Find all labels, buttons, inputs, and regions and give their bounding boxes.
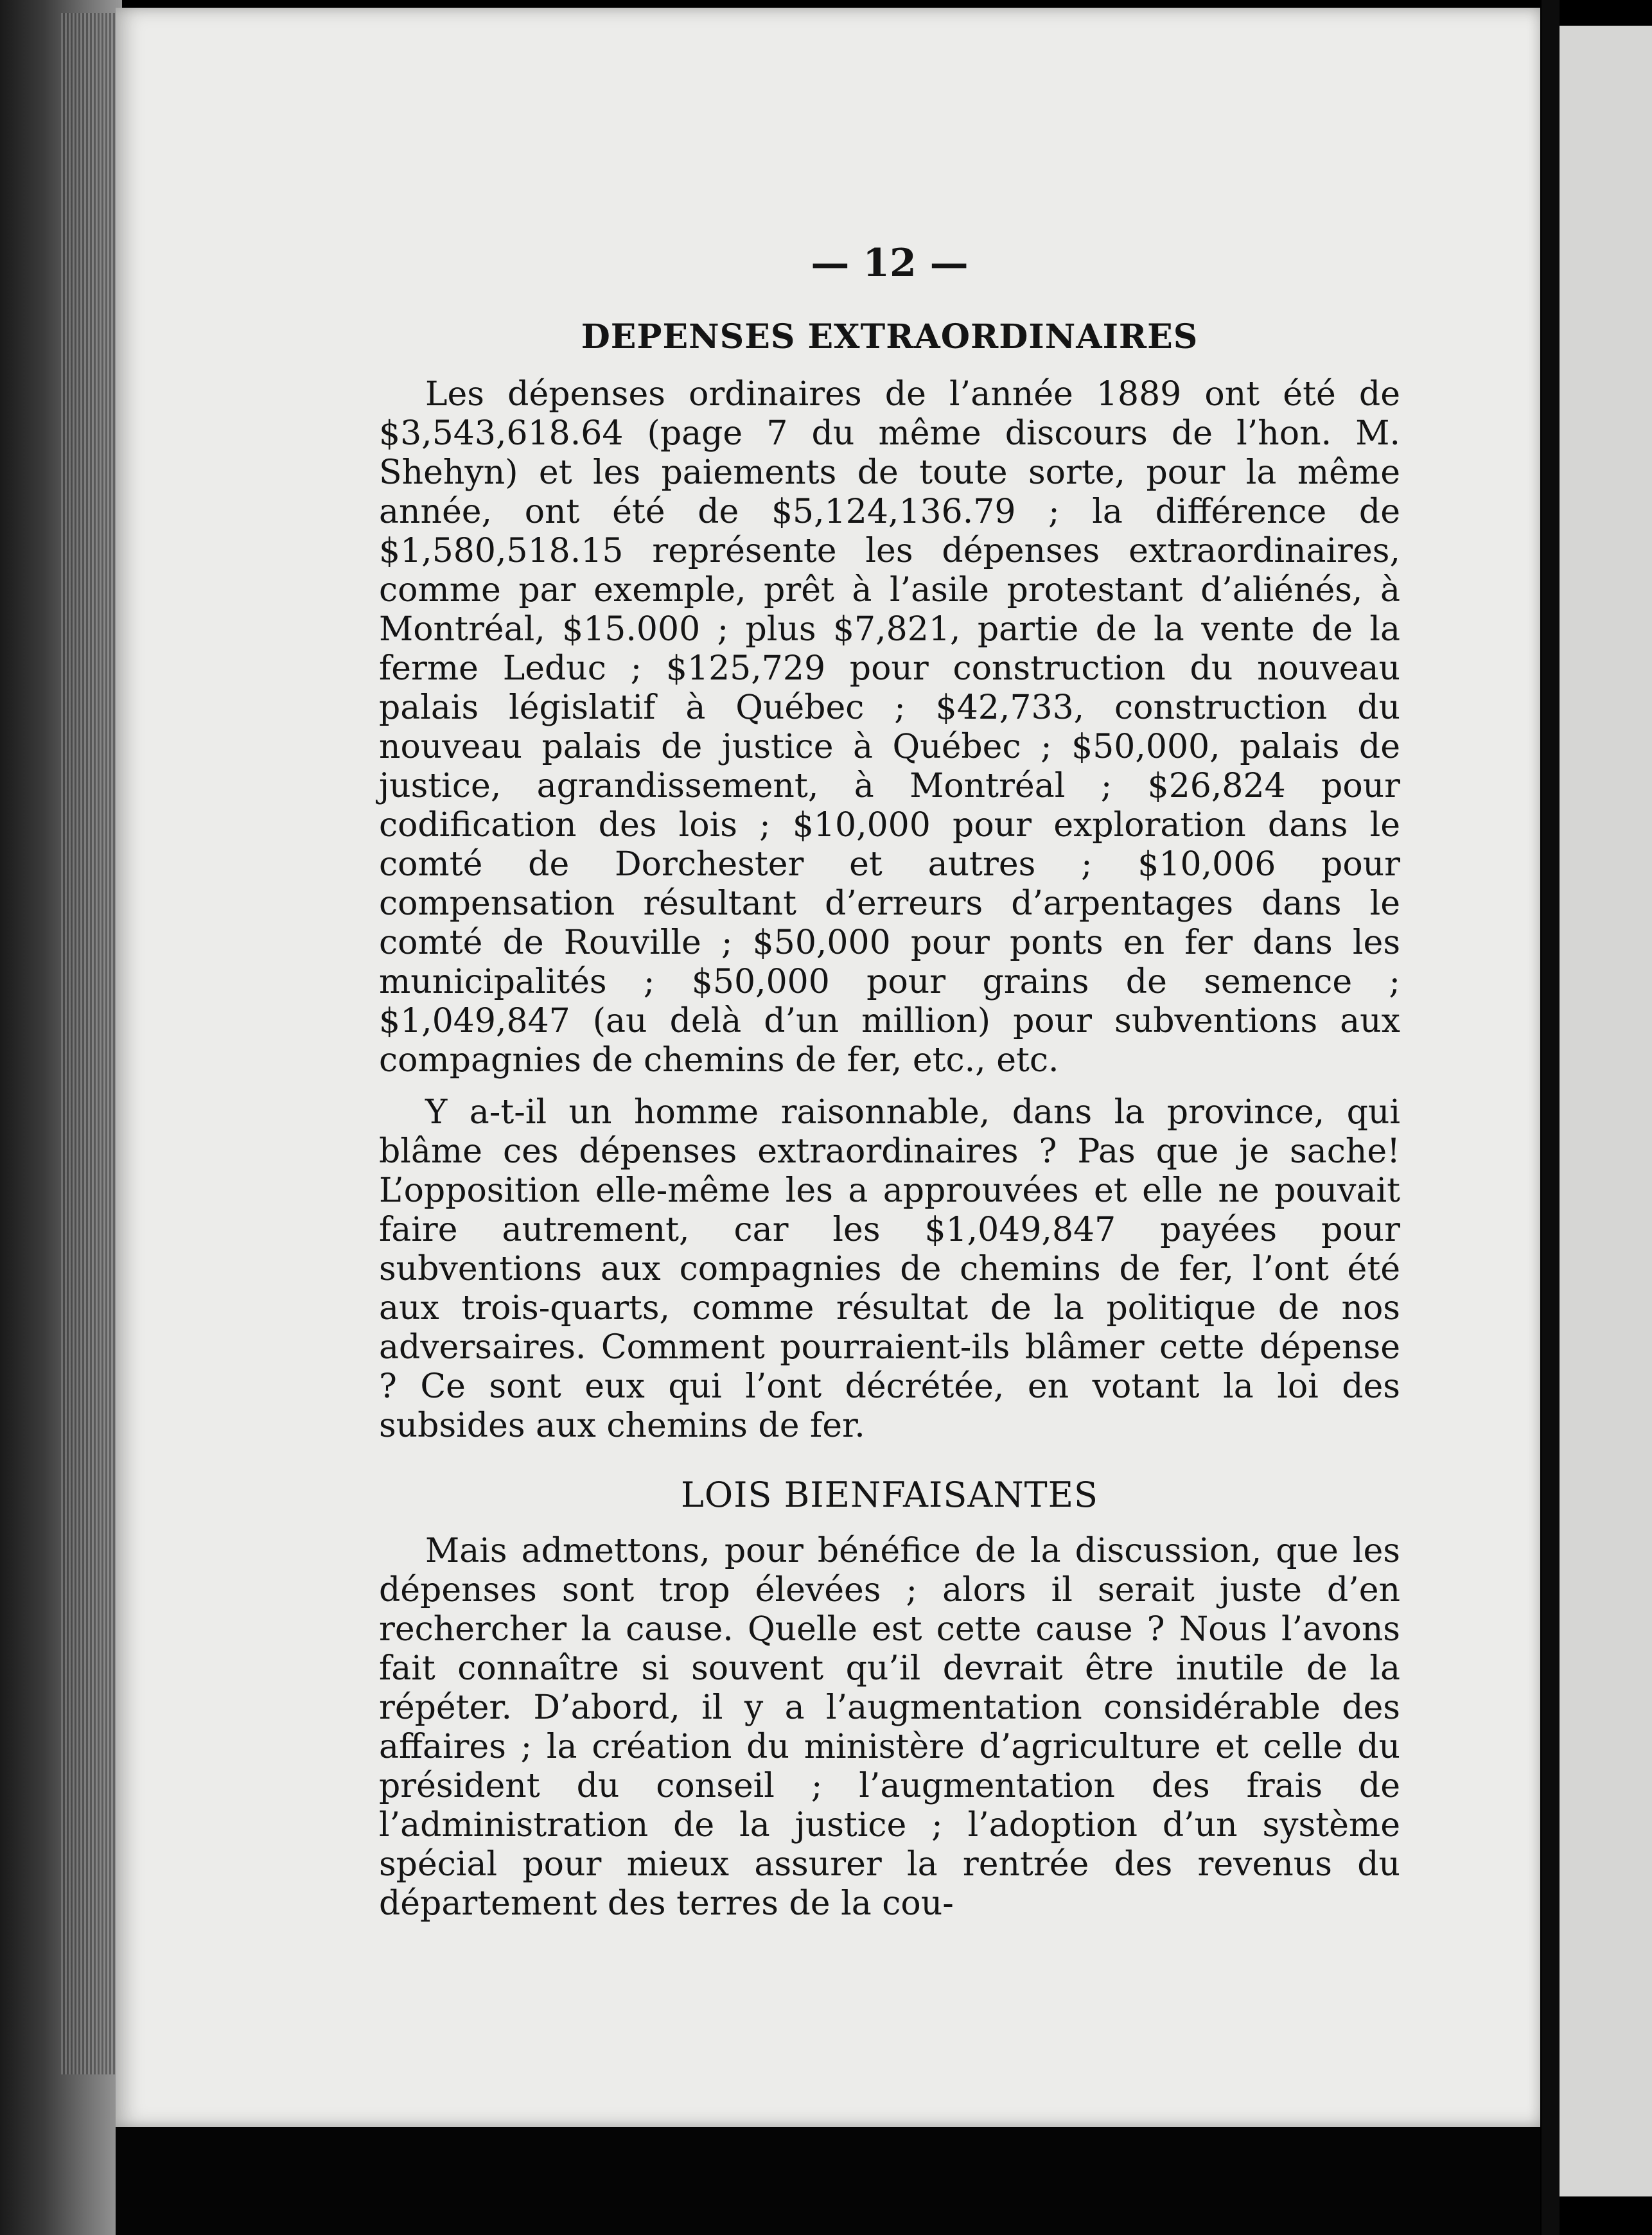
paragraph-depenses-1: Les dépenses ordinaires de l’année 1889 ont été de $3,543,618.64 (page 7 du même discours de l’hon. M. Shehyn) et les paiements de toute sorte, pour la même année, ont été de $5,124,136.79 ; la différence de $1,580,518.15 représente les dépenses extraordinaires, comme par exemple, prêt à l’asile protestant d’aliénés, à Montréal, $15.000 ; plus $7,821, partie de la vente de la ferme Leduc ; $125,729 pour construction du nouveau palais législatif à Québec ; $42,733, construction du nouveau palais de justice à Québec ; $50,000, palais de justice, agrandissement, à Montréal ; $26,824 pour codification des lois ; $10,000 pour exploration dans le comté de Dorchester et autres ; $10,006 pour compensation résultant d’erreurs d’arpentages dans le comté de Rouville ; $50,000 pour ponts en fer dans les municipalités ; $50,000 pour grains de semence ; $1,049,847 (au delà d’un million) pour subventions aux compagnies de chemins de fer, etc., etc. <box>379 375 1400 1080</box>
facing-page-edge <box>1560 26 1652 2196</box>
page-text-block <box>379 238 1400 1936</box>
section-heading-depenses: DEPENSES EXTRAORDINAIRES <box>581 317 1199 356</box>
page-number: — 12 — <box>811 241 969 286</box>
scan-bottom-border <box>116 2127 1540 2235</box>
page-gutter-shadow <box>1542 0 1560 2235</box>
paragraph-lois-1: Mais admettons, pour bénéfice de la discussion, que les dépenses sont trop élevées ; alors il serait juste d’en rechercher la cause. Quelle est cette cause ? Nous l’avons fait connaître si souvent qu’il devrait être inutile de la répéter. D’abord, il y a l’augmentation considérable des affaires ; la création du ministère d’agriculture et celle du président du conseil ; l’augmentation des frais de l’administration de la justice ; l’adoption d’un système spécial pour mieux assurer la rentrée des revenus du département des terres de la cou- <box>379 1532 1400 1923</box>
section-heading-lois: LOIS BIENFAISANTES <box>680 1475 1099 1515</box>
paragraph-depenses-2: Y a-t-il un homme raisonnable, dans la province, qui blâme ces dépenses extraordinaires ? Pas que je sache! L’opposition elle-même les a approuvées et elle ne pouvait faire autrement, car les $1,049,847 payées pour subventions aux compagnies de chemins de fer, l’ont été aux trois-quarts, comme résultat de la politique de nos adversaires. Comment pourraient-ils blâmer cette dépense ? Ce sont eux qui l’ont décrétée, en votant la loi des subsides aux chemins de fer. <box>379 1093 1400 1445</box>
